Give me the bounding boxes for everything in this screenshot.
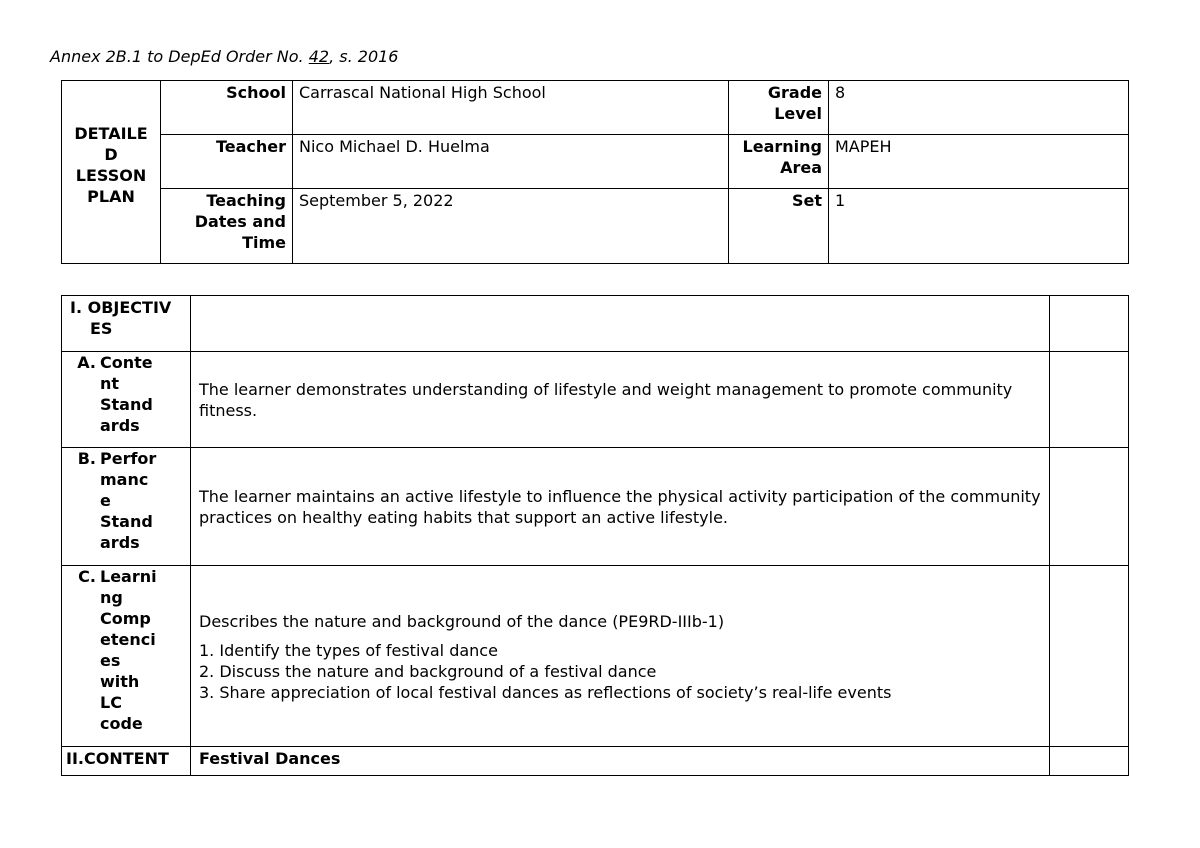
label-line: Learni — [100, 567, 157, 586]
set-value: 1 — [829, 189, 1129, 264]
content-standards-label — [62, 352, 191, 448]
label-line: es — [100, 651, 121, 670]
grade-level-label — [729, 81, 829, 135]
grade-label-line: Grade — [767, 83, 822, 102]
lesson-header-table — [61, 80, 1129, 264]
competency-item: 3. Share appreciation of local festival dances as reflections of society’s real-life events — [199, 682, 892, 702]
dlp-title-line: PLAN — [87, 187, 135, 206]
area-label-line: Learning — [742, 137, 822, 156]
school-value: Carrascal National High School — [293, 81, 729, 135]
school-label: School — [161, 81, 293, 135]
label-line: ards — [100, 416, 140, 435]
competencies-remarks — [1050, 566, 1129, 747]
objectives-body — [191, 296, 1050, 352]
dlp-title-line: D — [104, 145, 118, 164]
competencies-text — [191, 566, 1050, 747]
teaching-dates-label — [161, 189, 293, 264]
label-line: ng — [100, 588, 123, 607]
performance-standards-text: The learner maintains an active lifestyle to influence the physical activity participation of the community practices on healthy eating habits that support an active lifestyle. — [191, 448, 1050, 566]
dlp-title — [62, 81, 161, 264]
learning-area-label — [729, 135, 829, 189]
content-value: Festival Dances — [191, 747, 1050, 776]
teaching-dates-value: September 5, 2022 — [293, 189, 729, 264]
objectives-heading-line: ES — [90, 319, 113, 338]
content-remarks — [1050, 747, 1129, 776]
competency-item: 2. Discuss the nature and background of a festival dance — [199, 661, 657, 681]
label-line: Comp — [100, 609, 151, 628]
performance-standards-remarks — [1050, 448, 1129, 566]
label-line: etenci — [100, 630, 156, 649]
label-line: e — [100, 491, 111, 510]
content-label: II.CONTENT — [62, 747, 191, 776]
label-line: with — [100, 672, 140, 691]
teacher-value: Nico Michael D. Huelma — [293, 135, 729, 189]
content-standards-letter: A. — [77, 353, 96, 372]
label-line: Perfor — [100, 449, 157, 468]
order-number: 42 — [308, 47, 330, 66]
teacher-label: Teacher — [161, 135, 293, 189]
competencies-letter: C. — [78, 567, 96, 586]
label-line: manc — [100, 470, 149, 489]
objectives-remarks — [1050, 296, 1129, 352]
set-label: Set — [729, 189, 829, 264]
label-line: Stand — [100, 512, 153, 531]
label-line: nt — [100, 374, 120, 393]
dates-label-line: Dates and — [194, 212, 286, 231]
learning-area-value: MAPEH — [829, 135, 1129, 189]
annex-suffix: , s. 2016 — [329, 47, 399, 66]
label-line: ards — [100, 533, 140, 552]
objectives-heading — [62, 296, 191, 352]
label-line: code — [100, 714, 143, 733]
grade-level-value: 8 — [829, 81, 1129, 135]
label-line: LC — [100, 693, 122, 712]
content-standards-text: The learner demonstrates understanding of lifestyle and weight management to promote community fitness. — [191, 352, 1050, 448]
dates-label-line: Teaching — [206, 191, 286, 210]
label-line: Conte — [100, 353, 153, 372]
competencies-label — [62, 566, 191, 747]
grade-label-line: Level — [774, 104, 822, 123]
annex-reference — [50, 47, 398, 67]
objectives-heading-line: I. OBJECTIV — [70, 298, 172, 317]
dates-label-line: Time — [242, 233, 286, 252]
competency-main: Describes the nature and background of the dance (PE9RD-IIIb-1) — [199, 611, 725, 631]
annex-prefix: Annex 2B.1 to DepEd Order No. — [50, 47, 309, 66]
content-standards-remarks — [1050, 352, 1129, 448]
area-label-line: Area — [780, 158, 822, 177]
dlp-title-line: LESSON — [75, 166, 147, 185]
performance-standards-letter: B. — [77, 449, 96, 468]
performance-standards-label — [62, 448, 191, 566]
label-line: Stand — [100, 395, 153, 414]
objectives-table — [61, 295, 1129, 776]
dlp-title-line: DETAILE — [74, 124, 148, 143]
competency-item: 1. Identify the types of festival dance — [199, 640, 498, 660]
